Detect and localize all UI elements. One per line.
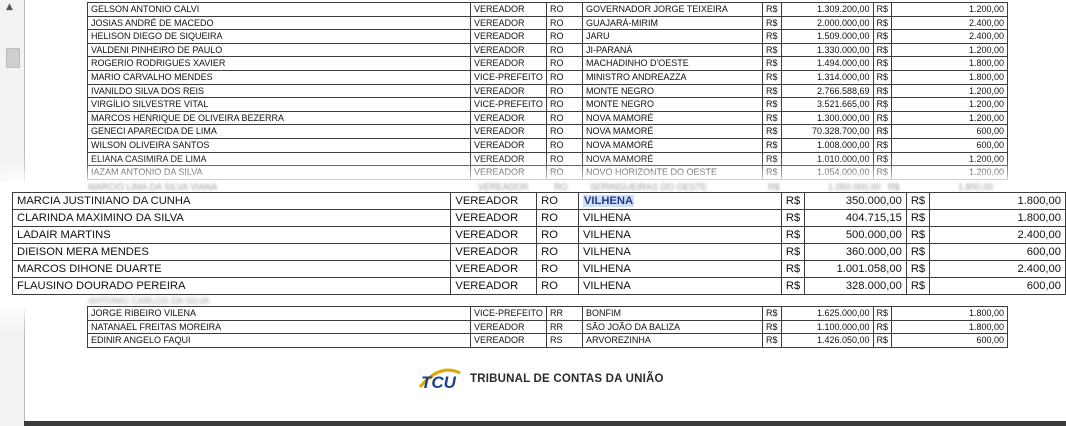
table-row <box>88 43 1008 57</box>
assets-cell: 360.000,00 <box>805 244 907 261</box>
scroll-up-arrow-icon[interactable]: ▲ <box>6 2 13 12</box>
table-row <box>13 210 1066 227</box>
name-cell: DIEISON MERA MENDES <box>13 244 451 261</box>
currency-cell: R$ <box>781 261 804 278</box>
name-cell: LADAIR MARTINS <box>13 227 451 244</box>
ghost-cell: MARCIO LIMA DA SILVA VIANA <box>88 182 218 192</box>
currency-cell: R$ <box>763 16 782 30</box>
donation-cell: 1.200,00 <box>892 43 1008 57</box>
table-row <box>88 334 1008 348</box>
search-highlight: VILHENA <box>583 195 634 207</box>
table-row <box>88 125 1008 139</box>
role-cell: VEREADOR <box>451 193 537 210</box>
name-cell: ROGERIO RODRIGUES XAVIER <box>88 57 471 71</box>
role-cell: VEREADOR <box>471 320 547 334</box>
assets-cell: 1.054.000,00 <box>781 166 873 180</box>
name-cell: CLARINDA MAXIMINO DA SILVA <box>13 210 451 227</box>
donation-cell: 600,00 <box>930 244 1066 261</box>
currency-cell: R$ <box>906 244 929 261</box>
city-cell: GOVERNADOR JORGE TEIXEIRA <box>583 3 763 17</box>
assets-cell: 404.715,15 <box>805 210 907 227</box>
currency-cell: R$ <box>763 320 782 334</box>
name-cell: FLAUSINO DOURADO PEREIRA <box>13 278 451 295</box>
state-cell: RO <box>537 278 579 295</box>
role-cell: VEREADOR <box>451 227 537 244</box>
donation-cell: 2.400,00 <box>930 261 1066 278</box>
state-cell: RO <box>547 57 583 71</box>
name-cell: HELISON DIEGO DE SIQUEIRA <box>88 30 471 44</box>
donation-cell: 1.800,00 <box>930 210 1066 227</box>
role-cell: VEREADOR <box>471 43 547 57</box>
table-top <box>87 2 1008 180</box>
ghost-cell: VEREADOR <box>478 182 529 192</box>
table-row <box>13 193 1066 210</box>
name-cell: IAZAM ANTONIO DA SILVA <box>88 166 471 180</box>
assets-cell: 350.000,00 <box>805 193 907 210</box>
donation-cell: 1.800,00 <box>892 307 1008 321</box>
table-zoomed <box>12 192 1066 295</box>
donation-cell: 1.200,00 <box>892 98 1008 112</box>
currency-cell: R$ <box>763 111 782 125</box>
currency-cell: R$ <box>781 278 804 295</box>
table-row <box>88 30 1008 44</box>
donation-cell: 600,00 <box>892 138 1008 152</box>
state-cell: RR <box>547 307 583 321</box>
table-row <box>88 57 1008 71</box>
donation-cell: 1.800,00 <box>930 193 1066 210</box>
city-cell: VILHENA <box>578 244 781 261</box>
assets-cell: 1.300.000,00 <box>781 111 873 125</box>
currency-cell: R$ <box>763 166 782 180</box>
city-cell: VILHENA <box>578 210 781 227</box>
currency-cell: R$ <box>873 307 892 321</box>
state-cell: RO <box>547 3 583 17</box>
city-cell: VILHENA <box>578 278 781 295</box>
currency-cell: R$ <box>781 227 804 244</box>
donation-cell: 1.200,00 <box>892 166 1008 180</box>
currency-cell: R$ <box>763 3 782 17</box>
city-cell: VILHENA <box>578 261 781 278</box>
city-cell: MACHADINHO D'OESTE <box>583 57 763 71</box>
state-cell: RO <box>547 43 583 57</box>
currency-cell: R$ <box>763 70 782 84</box>
table-row <box>88 3 1008 17</box>
currency-cell: R$ <box>763 138 782 152</box>
name-cell: NATANAEL FREITAS MOREIRA <box>88 320 471 334</box>
city-cell: NOVO HORIZONTE DO OESTE <box>583 166 763 180</box>
currency-cell: R$ <box>763 307 782 321</box>
currency-cell: R$ <box>906 210 929 227</box>
state-cell: RO <box>547 70 583 84</box>
city-cell: BONFIM <box>583 307 763 321</box>
name-cell: IVANILDO SILVA DOS REIS <box>88 84 471 98</box>
name-cell: MARIO CARVALHO MENDES <box>88 70 471 84</box>
assets-cell: 1.330.000,00 <box>781 43 873 57</box>
table-row <box>88 70 1008 84</box>
donation-cell: 1.800,00 <box>892 70 1008 84</box>
name-cell: VALDENI PINHEIRO DE PAULO <box>88 43 471 57</box>
table-row <box>13 278 1066 295</box>
currency-cell: R$ <box>763 43 782 57</box>
state-cell: RO <box>537 227 579 244</box>
role-cell: VICE-PREFEITO <box>471 307 547 321</box>
name-cell: MARCIA JUSTINIANO DA CUNHA <box>13 193 451 210</box>
state-cell: RO <box>537 244 579 261</box>
table-row <box>88 16 1008 30</box>
state-cell: RO <box>547 84 583 98</box>
currency-cell: R$ <box>873 84 892 98</box>
city-cell: SÃO JOÃO DA BALIZA <box>583 320 763 334</box>
assets-cell: 1.309.200,00 <box>781 3 873 17</box>
donation-cell: 2.400,00 <box>930 227 1066 244</box>
assets-cell: 2.766.588,69 <box>781 84 873 98</box>
magnified-region <box>0 182 1066 308</box>
table-row <box>13 227 1066 244</box>
ghost-cell: 1.050.000,00 <box>828 182 881 192</box>
currency-cell: R$ <box>906 193 929 210</box>
role-cell: VEREADOR <box>471 30 547 44</box>
donation-cell: 2.400,00 <box>892 30 1008 44</box>
assets-cell: 1.314.000,00 <box>781 70 873 84</box>
table-row <box>88 152 1008 166</box>
role-cell: VEREADOR <box>471 111 547 125</box>
state-cell: RO <box>547 138 583 152</box>
city-cell: NOVA MAMORÉ <box>583 111 763 125</box>
name-cell: JOSIAS ANDRÉ DE MACEDO <box>88 16 471 30</box>
state-cell: RO <box>537 261 579 278</box>
assets-cell: 1.008.000,00 <box>781 138 873 152</box>
currency-cell: R$ <box>781 210 804 227</box>
state-cell: RO <box>547 152 583 166</box>
tcu-logo <box>418 367 664 391</box>
role-cell: VEREADOR <box>451 261 537 278</box>
currency-cell: R$ <box>763 84 782 98</box>
city-cell: NOVA MAMORÉ <box>583 152 763 166</box>
assets-cell: 70.328.700,00 <box>781 125 873 139</box>
tcu-logo-icon <box>418 367 462 391</box>
assets-cell: 2.000.000,00 <box>781 16 873 30</box>
role-cell: VEREADOR <box>451 278 537 295</box>
currency-cell: R$ <box>873 57 892 71</box>
role-cell: VEREADOR <box>451 244 537 261</box>
currency-cell: R$ <box>873 125 892 139</box>
table-row <box>13 244 1066 261</box>
table-row <box>13 261 1066 278</box>
currency-cell: R$ <box>873 30 892 44</box>
currency-cell: R$ <box>906 227 929 244</box>
currency-cell: R$ <box>763 30 782 44</box>
state-cell: RO <box>547 111 583 125</box>
currency-cell: R$ <box>873 98 892 112</box>
table-row <box>88 320 1008 334</box>
name-cell: JORGE RIBEIRO VILENA <box>88 307 471 321</box>
currency-cell: R$ <box>763 98 782 112</box>
state-cell: RO <box>537 193 579 210</box>
donation-cell: 1.200,00 <box>892 111 1008 125</box>
name-cell: MARCOS HENRIQUE DE OLIVEIRA BEZERRA <box>88 111 471 125</box>
role-cell: VEREADOR <box>471 84 547 98</box>
currency-cell: R$ <box>763 57 782 71</box>
assets-cell: 1.010.000,00 <box>781 152 873 166</box>
name-cell: MARCOS DIHONE DUARTE <box>13 261 451 278</box>
city-cell: NOVA MAMORÉ <box>583 125 763 139</box>
currency-cell: R$ <box>873 334 892 348</box>
donation-cell: 1.800,00 <box>892 57 1008 71</box>
ghost-row-bottom: ANTONIO CARLOS DA SILVA <box>88 296 210 306</box>
role-cell: VEREADOR <box>471 166 547 180</box>
role-cell: VEREADOR <box>471 57 547 71</box>
page-bottom-edge <box>24 421 1066 426</box>
role-cell: VEREADOR <box>471 125 547 139</box>
currency-cell: R$ <box>873 111 892 125</box>
donation-cell: 2.400,00 <box>892 16 1008 30</box>
name-cell: GENECI APARECIDA DE LIMA <box>88 125 471 139</box>
role-cell: VEREADOR <box>471 334 547 348</box>
ghost-cell: R$ <box>768 182 780 192</box>
city-cell: JARU <box>583 30 763 44</box>
currency-cell: R$ <box>873 70 892 84</box>
assets-cell: 1.494.000,00 <box>781 57 873 71</box>
table-row <box>88 111 1008 125</box>
donation-cell: 600,00 <box>892 125 1008 139</box>
assets-cell: 1.625.000,00 <box>781 307 873 321</box>
assets-cell: 3.521.665,00 <box>781 98 873 112</box>
currency-cell: R$ <box>906 278 929 295</box>
name-cell: VIRGÍLIO SILVESTRE VITAL <box>88 98 471 112</box>
table-row <box>88 166 1008 180</box>
role-cell: VEREADOR <box>451 210 537 227</box>
state-cell: RR <box>547 320 583 334</box>
table-row <box>88 307 1008 321</box>
currency-cell: R$ <box>906 261 929 278</box>
currency-cell: R$ <box>873 43 892 57</box>
assets-cell: 1.426.050,00 <box>781 334 873 348</box>
name-cell: EDINIR ANGELO FAQUI <box>88 334 471 348</box>
state-cell: RO <box>547 98 583 112</box>
ghost-cell: SERINGUEIRAS DO OESTE <box>590 182 708 192</box>
ghost-cell: R$ <box>888 182 900 192</box>
currency-cell: R$ <box>873 16 892 30</box>
ghost-cell: RO <box>554 182 568 192</box>
state-cell: RO <box>537 210 579 227</box>
currency-cell: R$ <box>873 3 892 17</box>
city-cell <box>578 193 781 210</box>
city-cell: ARVOREZINHA <box>583 334 763 348</box>
state-cell: RO <box>547 16 583 30</box>
currency-cell: R$ <box>781 193 804 210</box>
name-cell: ELIANA CASIMIRA DE LIMA <box>88 152 471 166</box>
currency-cell: R$ <box>763 125 782 139</box>
donation-cell: 600,00 <box>930 278 1066 295</box>
city-cell: VILHENA <box>578 227 781 244</box>
currency-cell: R$ <box>873 320 892 334</box>
city-cell: GUAJARÁ-MIRIM <box>583 16 763 30</box>
currency-cell: R$ <box>763 334 782 348</box>
donation-cell: 1.200,00 <box>892 152 1008 166</box>
currency-cell: R$ <box>873 138 892 152</box>
table-row <box>88 84 1008 98</box>
donation-cell: 1.200,00 <box>892 3 1008 17</box>
donation-cell: 1.200,00 <box>892 84 1008 98</box>
assets-cell: 1.001.058,00 <box>805 261 907 278</box>
name-cell: WILSON OLIVEIRA SANTOS <box>88 138 471 152</box>
state-cell: RS <box>547 334 583 348</box>
city-cell: MONTE NEGRO <box>583 84 763 98</box>
currency-cell: R$ <box>781 244 804 261</box>
donation-cell: 1.800,00 <box>892 320 1008 334</box>
state-cell: RO <box>547 125 583 139</box>
assets-cell: 500.000,00 <box>805 227 907 244</box>
state-cell: RO <box>547 30 583 44</box>
table-row <box>88 138 1008 152</box>
currency-cell: R$ <box>873 166 892 180</box>
role-cell: VICE-PREFEITO <box>471 70 547 84</box>
donation-cell: 600,00 <box>892 334 1008 348</box>
city-cell: MONTE NEGRO <box>583 98 763 112</box>
assets-cell: 1.100.000,00 <box>781 320 873 334</box>
ghost-cell: 1.800,00 <box>958 182 994 192</box>
logo-name: TRIBUNAL DE CONTAS DA UNIÃO <box>470 373 664 385</box>
currency-cell: R$ <box>873 152 892 166</box>
city-cell: JI-PARANÁ <box>583 43 763 57</box>
city-cell: MINISTRO ANDREAZZA <box>583 70 763 84</box>
scroll-thumb[interactable] <box>6 48 20 68</box>
city-cell: NOVA MAMORÉ <box>583 138 763 152</box>
role-cell: VEREADOR <box>471 138 547 152</box>
assets-cell: 1.509.000,00 <box>781 30 873 44</box>
state-cell: RO <box>547 166 583 180</box>
role-cell: VEREADOR <box>471 16 547 30</box>
table-bottom <box>87 306 1008 348</box>
logo-mark-text: TCU <box>421 373 456 391</box>
name-cell: GELSON ANTONIO CALVI <box>88 3 471 17</box>
role-cell: VICE-PREFEITO <box>471 98 547 112</box>
currency-cell: R$ <box>763 152 782 166</box>
assets-cell: 328.000,00 <box>805 278 907 295</box>
role-cell: VEREADOR <box>471 152 547 166</box>
table-row <box>88 98 1008 112</box>
role-cell: VEREADOR <box>471 3 547 17</box>
